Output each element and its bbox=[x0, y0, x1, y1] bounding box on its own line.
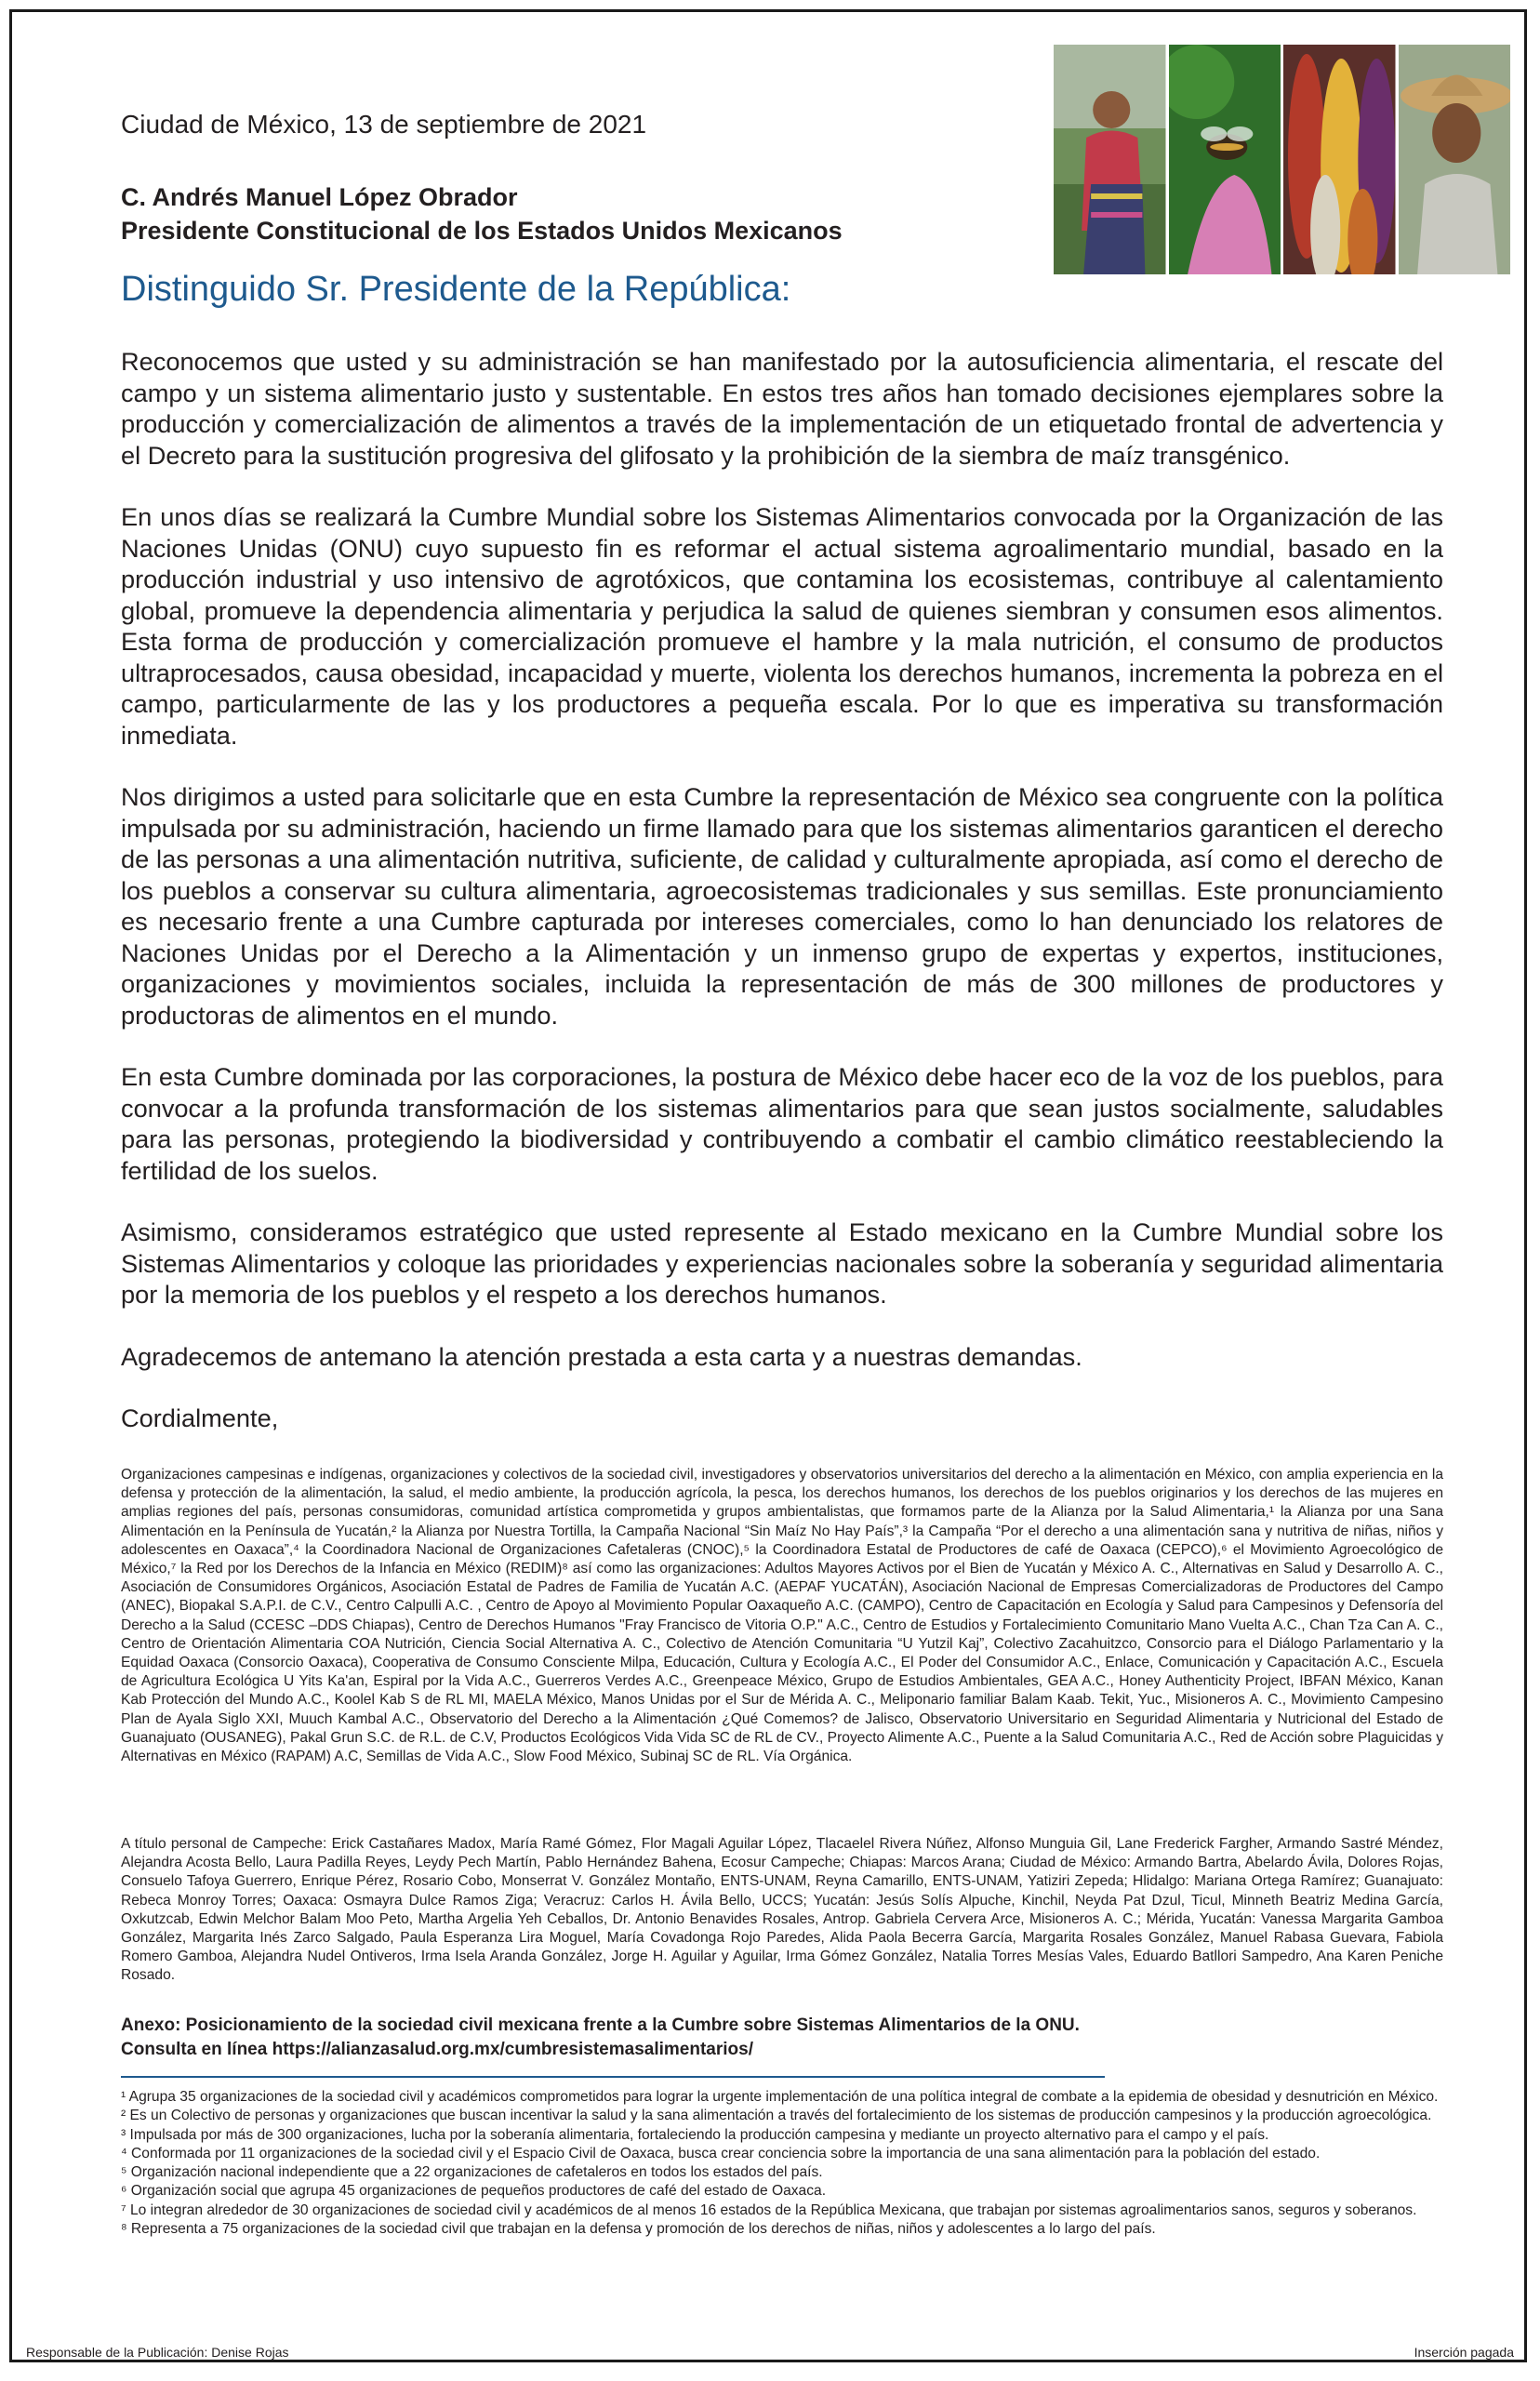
closing: Cordialmente, bbox=[121, 1403, 279, 1432]
footnote-divider bbox=[121, 2076, 1105, 2078]
colored-corn-photo bbox=[1283, 45, 1396, 274]
footnote-3: ³ Impulsada por más de 300 organizaciones, lucha por la soberanía alimentaria, fortaleciendo la producción campesina y mediante un proyecto alternativo para el campo y el país. bbox=[121, 2126, 1269, 2143]
farmer-with-hat-photo bbox=[1399, 45, 1511, 274]
footnote-2: ² Es un Colectivo de personas y organizaciones que buscan incentivar la salud y la sana alimentación a través del fortalecimiento de los sistemas de producción campesinos y la producción agroecológica. bbox=[121, 2108, 1432, 2124]
footnote-4: ⁴ Conformada por 11 organizaciones de la sociedad civil y el Espacio Civil de Oaxaca, busca crear conciencia sobre la importancia de una sana alimentación para la población del estado. bbox=[121, 2145, 1321, 2162]
woman-harvesting-photo bbox=[1054, 45, 1166, 274]
paragraph-2: En unos días se realizará la Cumbre Mundial sobre los Sistemas Alimentarios convocada por la Organización de las Naciones Unidas (ONU) cuyo supuesto fin es reformar el actual sistema agroalimentario mundial, basado en la producción industrial y uso intensivo de agrotóxicos, que contamina los ecosistemas, contribuye al calentamiento global, promueve la dependencia alimentaria y perjudica la salud de quienes siembran y consumen esos alimentos. Esta forma de producción y comercialización promueve el hambre y la mala nutrición, el consumo de productos ultraprocesados, causa obesidad, incapacidad y muerte, violenta los derechos humanos, incrementa la pobreza en el campo, particularmente de las y los productores a pequeña escala. Por lo que es imperativa su transformación inmediata. bbox=[121, 502, 1443, 750]
salutation: Distinguido Sr. Presidente de la República: bbox=[121, 270, 791, 309]
annex-link[interactable]: Consulta en línea https://alianzasalud.org.mx/cumbresistemasalimentarios/ bbox=[121, 2040, 753, 2059]
letter-date: Ciudad de México, 13 de septiembre de 2021 bbox=[121, 110, 647, 139]
addressee-name: C. Andrés Manuel López Obrador bbox=[121, 183, 518, 211]
paragraph-1: Reconocemos que usted y su administración se han manifestado por la autosuficiencia alimentaria, el rescate del campo y un sistema alimentario justo y sustentable. En estos tres años han tomado decisiones ejemplares sobre la producción y comercialización de alimentos a través de la implementación de un etiquetado frontal de advertencia y el Decreto para la sustitución progresiva del glifosato y la prohibición de la siembra de maíz transgénico. bbox=[121, 347, 1443, 470]
addressee-title: Presidente Constitucional de los Estados Unidos Mexicanos bbox=[121, 217, 843, 245]
paragraph-3: Nos dirigimos a usted para solicitarle que en esta Cumbre la representación de México sea congruente con la política impulsada por su administración, haciendo un firme llamado para que los sistemas alimentarios garanticen el derecho de las personas a una alimentación nutritiva, suficiente, de calidad y culturalmente apropiada, así como el derecho de los pueblos a conservar su cultura alimentaria, agroecosistemas tradicionales y sus semillas. Este pronunciamiento es necesario frente a una Cumbre capturada por intereses comerciales, como lo han denunciado los relatores de Naciones Unidas por el Derecho a la Alimentación y un inmenso grupo de expertas y expertos, instituciones, organizaciones y movimientos sociales, incluida la representación de más de 300 millones de productores y productoras de alimentos en el mundo. bbox=[121, 782, 1443, 1030]
footnote-6: ⁶ Organización social que agrupa 45 organizaciones de pequeños productores de café del estado de Oaxaca. bbox=[121, 2183, 827, 2200]
annex-block bbox=[121, 2014, 1080, 2062]
paragraph-4: En esta Cumbre dominada por las corporaciones, la postura de México debe hacer eco de la voz de los pueblos, para convocar a la profunda transformación de los sistemas alimentarios para que sean justos socialmente, saludables para las personas, protegiendo la biodiversidad y contribuyendo a combatir el cambio climático reestableciendo la fertilidad de los suelos. bbox=[121, 1062, 1443, 1185]
paragraph-6: Agradecemos de antemano la atención prestada a esta carta y a nuestras demandas. bbox=[121, 1341, 1082, 1371]
paragraph-5: Asimismo, consideramos estratégico que usted represente al Estado mexicano en la Cumbre Mundial sobre los Sistemas Alimentarios y coloque las prioridades y experiencias nacionales sobre la soberanía y seguridad alimentaria por la memoria de los pueblos y el respeto a los derechos humanos. bbox=[121, 1217, 1443, 1309]
letter-body bbox=[121, 346, 1443, 1465]
footnotes bbox=[121, 2088, 1443, 2239]
publication-responsible: Responsable de la Publicación: Denise Rojas bbox=[26, 2345, 289, 2360]
footnote-8: ⁸ Representa a 75 organizaciones de la sociedad civil que trabajan en la defensa y promoción de los derechos de niñas, niños y adolescentes a lo largo del país. bbox=[121, 2221, 1156, 2238]
photo-strip bbox=[1054, 45, 1510, 274]
footnote-7: ⁷ Lo integran alrededor de 30 organizaciones de sociedad civil y académicos de al menos 16 estados de la República Mexicana, que trabajan por sistemas agroalimentarios sanos, seguros y soberanos. bbox=[121, 2201, 1417, 2218]
footnote-5: ⁵ Organización nacional independiente que a 22 organizaciones de cafetaleros en todos los estados del país. bbox=[121, 2164, 823, 2181]
signatory-individuals: A título personal de Campeche: Erick Castañares Madox, María Ramé Gómez, Flor Magali Aguilar López, Tlacaelel Rivera Núñez, Alfonso Munguia Gil, Lane Frederick Fargher, Armando Sastré Méndez, Alejandra Acosta Bello, Laura Padilla Reyes, Leydy Pech Martín, Pablo Hernández Bahena, Ecosur Campeche; Chiapas: Marcos Arana; Ciudad de México: Armando Bartra, Abelardo Ávila, Dolores Rojas, Consuelo Tafoya Guerrero, Enrique Pérez, Rosario Cobo, Monserrat V. González Montaño, ENTS-UNAM, Reyna Camarillo, ENTS-UNAM, Yatiziri Zepeda; Hlidalgo: Mariana Ortega Ramírez; Guanajuato: Rebeca Monroy Torres; Oaxaca: Osmayra Dulce Ramos Ziga; Veracruz: Carlos H. Ávila Bello, UCCS; Yucatán: Jesús Solís Alpuche, Kinchil, Neyda Pat Dzul, Ticul, Minneth Beatriz Medina García, Oxkutzcab, Edwin Melchor Balam Moo Peto, Martha Argelia Yeh Ceballos, Dr. Antonio Benavides Rosales, Antrop. Gabriela Cervera Arce, Misioneros A. C.; Mérida, Yucatán: Vanessa Margarita Gamboa González, Margarita Inés Zarco Salgado, Paula Esperanza Lira Moguel, María Covadonga Rojo Paredes, Alida Paola Becerra García, Margarita Rosales González, Manuel Rabasa Guevara, Fabiola Romero Gamboa, Alejandra Nudel Ontiveros, Irma Isela Aranda González, Jorge H. Aguilar y Aguilar, Irma Gómez González, Natalia Torres Mesías Vales, Eduardo Batllori Sampedro, Ana Karen Peniche Rosado. bbox=[121, 1836, 1443, 1984]
addressee-block bbox=[121, 180, 843, 247]
paid-insertion-label: Inserción pagada bbox=[1414, 2345, 1514, 2360]
annex-title: Anexo: Posicionamiento de la sociedad civil mexicana frente a la Cumbre sobre Sistemas Alimentarios de la ONU. bbox=[121, 2015, 1080, 2035]
footnote-1: ¹ Agrupa 35 organizaciones de la sociedad civil y académicos comprometidos para lograr la urgente implementación de una política integral de combate a la epidemia de obesidad y desnutrición en México. bbox=[121, 2089, 1439, 2105]
bee-on-flower-photo bbox=[1169, 45, 1281, 274]
signatory-organizations: Organizaciones campesinas e indígenas, organizaciones y colectivos de la sociedad civil, investigadores y observatorios universitarios del derecho a la alimentación en México, con amplia experiencia en la defensa y protección de la alimentación, la salud, el medio ambiente, la producción agrícola, la pesca, los derechos humanos, los derechos de los pueblos originarios y los derechos de las mujeres en amplias regiones del país, personas consumidoras, comunidad artística comprometida y grupos ambientalistas, que formamos parte de la Alianza por la Salud Alimentaria,¹ la Alianza por una Sana Alimentación en la Península de Yucatán,² la Alianza por Nuestra Tortilla, la Campaña Nacional “Sin Maíz No Hay País”,³ la Campaña “Por el derecho a una alimentación sana y nutritiva de niñas, niños y adolescentes en Oaxaca”,⁴ la Coordinadora Nacional de Organizaciones Cafetaleras (CNOC),⁵ la Coordinadora Estatal de Productores de café de Oaxaca (CEPCO),⁶ el Movimiento Agroecológico de México,⁷ la Red por los Derechos de la Infancia en México (REDIM)⁸ así como las organizaciones: Adultos Mayores Activos por el Bien de Yucatán y México A. C., Alternativas en Salud y Desarrollo A. C., Asociación de Consumidores Orgánicos, Asociación Estatal de Padres de Familia de Yucatán A.C. (AEPAF YUCATÁN), Asociación Nacional de Empresas Comercializadoras de Productores del Campo (ANEC), Biopakal S.A.P.I. de C.V., Centro Calpulli A.C. , Centro de Apoyo al Movimiento Popular Oaxaqueño A.C. (CAMPO), Centro de Capacitación en Ecología y Salud para Campesinos y Defensoría del Derecho a la Salud (CCESC –DDS Chiapas), Centro de Derechos Humanos "Fray Francisco de Vitoria O.P." A.C., Centro de Estudios y Fortalecimiento Comunitario Mano Vuelta A.C., Chan Tza Can A. C., Centro de Orientación Alimentaria COA Nutrición, Ciencia Social Alternativa A. C., Colectivo de Atención Comunitaria “U Yutzil Kaj”, Colectivo Zacahuitzco, Consorcio para el Diálogo Parlamentario y la Equidad Oaxaca (Consorcio Oaxaca), Cooperativa de Consumo Consciente Milpa, Educación, Cultura y Ecología A.C., El Poder del Consumidor A.C., Enlace, Comunicación y Capacitación A.C., Escuela de Agricultura Ecológica U Yits Ka'an, Espiral por la Vida A.C., Guerreros Verdes A.C., Greenpeace México, Grupo de Estudios Ambientales, GEA A.C., Honey Authenticity Project, IBFAN México, Kanan Kab Protección del Mundo A.C., Koolel Kab S de RL MI, MAELA México, Manos Unidas por el Sur de Mérida A. C., Meliponario familiar Balam Kaab. Tekit, Yuc., Misioneros A. C., Movimiento Campesino Plan de Ayala Siglo XXI, Muuch Kambal A.C., Observatorio del Derecho a la Alimentación ¿Qué Comemos? de Jalisco, Observatorio Universitario en Seguridad Alimentaria y Nutricional del Estado de Guanajuato (OUSANEG), Pakal Grun S.C. de R.L. de C.V, Productos Ecológicos Vida Vida SC de RL de CV., Proyecto Alimente A.C., Puente a la Salud Comunitaria A.C., Red de Acción sobre Plaguicidas y Alternativas en México (RAPAM) A.C, Semillas de Vida A.C., Slow Food México, Subinaj SC de RL. Vía Orgánica. bbox=[121, 1467, 1443, 1765]
